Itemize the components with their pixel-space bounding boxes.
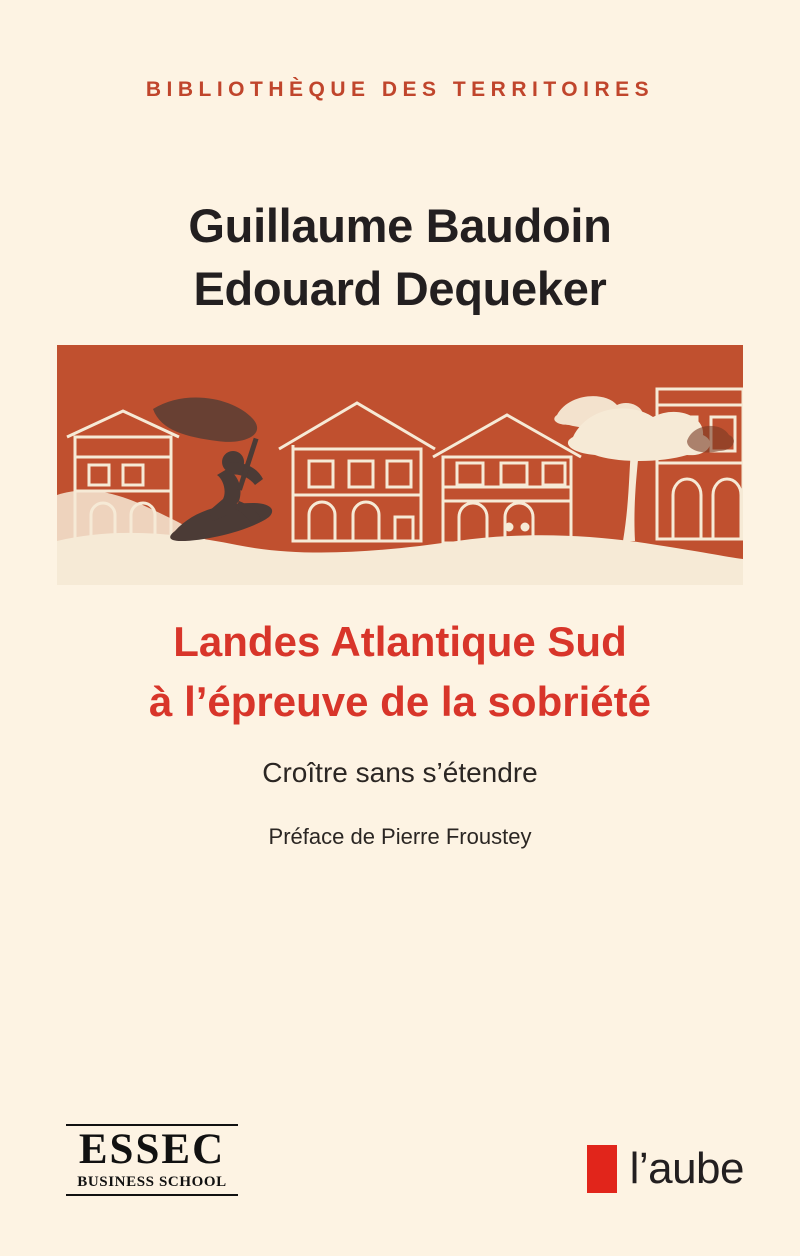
author-name-1: Guillaume Baudoin [188, 199, 612, 252]
publisher-mark-icon [587, 1145, 617, 1193]
publisher-logo [587, 1144, 744, 1194]
title-line-2: à l’épreuve de la sobriété [149, 677, 651, 725]
book-subtitle: Croître sans s’étendre [262, 757, 538, 788]
book-title [0, 612, 800, 731]
illustration-artwork [57, 345, 743, 585]
publisher-name: l’aube [629, 1144, 744, 1193]
author-block [0, 195, 800, 320]
essec-rule-bottom [66, 1194, 238, 1196]
collection-name: BIBLIOTHÈQUE DES TERRITOIRES [145, 78, 655, 101]
cover-illustration [57, 345, 743, 585]
title-line-1: Landes Atlantique Sud [173, 618, 627, 665]
author-name-2: Edouard Dequeker [193, 261, 607, 315]
preface-credit: Préface de Pierre Froustey [268, 824, 532, 849]
essec-logo [66, 1124, 238, 1196]
essec-subtitle: BUSINESS SCHOOL [77, 1174, 227, 1190]
essec-wordmark: ESSEC [78, 1125, 226, 1173]
